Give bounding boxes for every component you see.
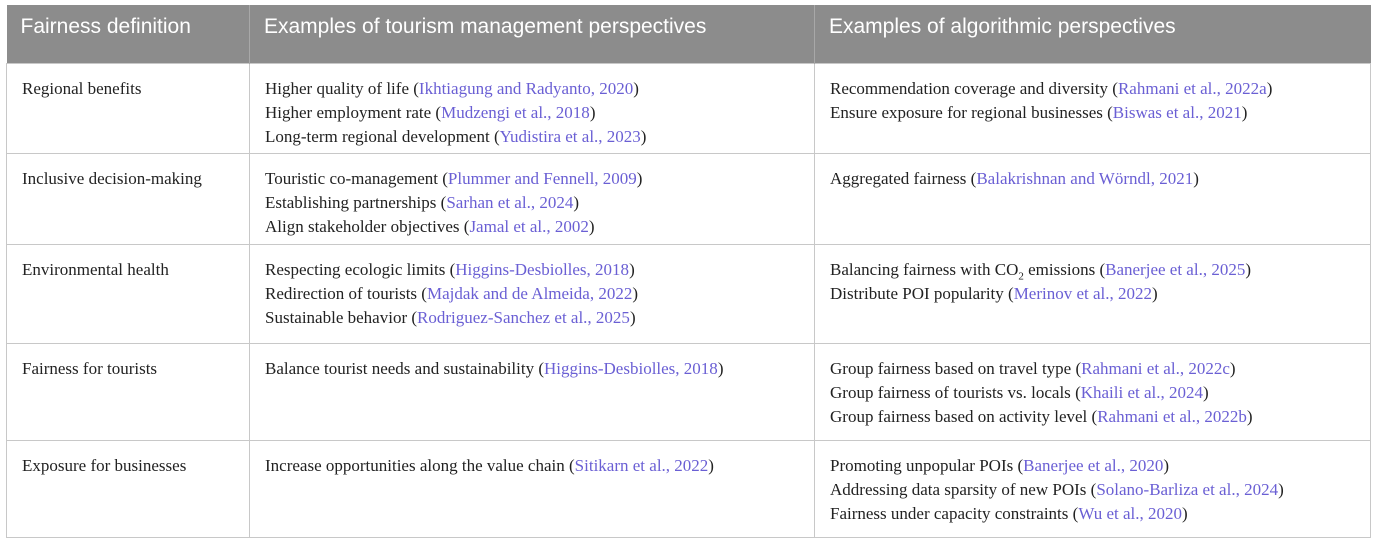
- example-text: Recommendation coverage and diversity: [830, 78, 1113, 98]
- table-row: [7, 63, 1371, 154]
- citation-close-paren: ): [1266, 78, 1273, 98]
- citation-close-paren: ): [1163, 455, 1170, 475]
- citation-link[interactable]: Sarhan et al., 2024: [446, 193, 574, 213]
- algorithmic-perspectives-cell: [815, 245, 1371, 343]
- example-item: [265, 77, 798, 101]
- citation-open-paren: (: [411, 308, 418, 328]
- example-text-continued: emissions: [1023, 260, 1100, 280]
- example-item: [265, 258, 798, 282]
- citation-open-paren: (: [421, 284, 427, 304]
- citation-open-paren: (: [435, 102, 442, 122]
- citation-link[interactable]: Banerjee et al., 2025: [1105, 260, 1246, 280]
- header-algorithmic-perspectives: Examples of algorithmic perspectives: [815, 5, 1371, 63]
- example-text: Higher quality of life: [265, 78, 414, 98]
- header-row: [7, 5, 1371, 63]
- example-text: Aggregated fairness: [830, 169, 971, 189]
- citation-link[interactable]: Rahmani et al., 2022b: [1097, 406, 1247, 426]
- citation-close-paren: ): [1245, 260, 1251, 280]
- citation-close-paren: ): [629, 308, 636, 328]
- header-tourism-perspectives: Examples of tourism management perspectives: [250, 5, 815, 63]
- citation-link[interactable]: Rahmani et al., 2022a: [1117, 78, 1267, 98]
- example-text: Addressing data sparsity of new POIs: [830, 479, 1091, 499]
- citation-close-paren: ): [640, 126, 647, 146]
- example-text: Establishing partnerships: [265, 193, 441, 213]
- table-row: [7, 245, 1371, 343]
- citation-open-paren: (: [1075, 382, 1081, 402]
- example-item: [830, 357, 1354, 381]
- citation-link[interactable]: Banerjee et al., 2020: [1023, 455, 1164, 475]
- example-item: [830, 282, 1354, 306]
- algorithmic-perspectives-cell: [815, 154, 1371, 245]
- example-item: [830, 478, 1354, 502]
- example-text: Ensure exposure for regional businesses: [830, 102, 1108, 122]
- table-row: [7, 154, 1371, 245]
- citation-close-paren: ): [1152, 284, 1158, 304]
- citation-open-paren: (: [442, 169, 448, 189]
- citation-open-paren: (: [1017, 455, 1024, 475]
- example-item: [830, 167, 1354, 191]
- example-text: Fairness under capacity constraints: [830, 503, 1073, 523]
- citation-close-paren: ): [1193, 169, 1199, 189]
- citation-close-paren: ): [632, 284, 638, 304]
- example-item: [830, 101, 1354, 125]
- example-item: [830, 381, 1354, 405]
- citation-close-paren: ): [1181, 503, 1188, 523]
- example-text: Balancing fairness with CO: [830, 260, 1019, 280]
- fairness-definition-cell: Fairness for tourists: [7, 343, 250, 440]
- example-item: [265, 454, 798, 478]
- tourism-perspectives-cell: [250, 154, 815, 245]
- citation-link[interactable]: Mudzengi et al., 2018: [441, 102, 590, 122]
- example-text: Balance tourist needs and sustainability: [265, 358, 539, 378]
- citation-open-paren: (: [440, 193, 447, 213]
- citation-close-paren: ): [573, 193, 579, 213]
- citation-link[interactable]: Balakrishnan and Wörndl, 2021: [976, 169, 1194, 189]
- table-row: [7, 440, 1371, 537]
- example-item: [265, 357, 798, 381]
- example-item: [830, 502, 1354, 526]
- citation-open-paren: (: [1075, 358, 1082, 378]
- example-subscript: 2: [1018, 270, 1024, 283]
- tourism-perspectives-cell: [250, 440, 815, 537]
- tourism-perspectives-cell: [250, 343, 815, 440]
- example-text: Sustainable behavior: [265, 308, 412, 328]
- example-text: Touristic co-management: [265, 169, 443, 189]
- example-text: Increase opportunities along the value chain: [265, 455, 569, 475]
- example-item: [830, 258, 1354, 282]
- algorithmic-perspectives-cell: [815, 63, 1371, 154]
- citation-close-paren: ): [1246, 406, 1253, 426]
- example-text: Group fairness based on activity level: [830, 406, 1092, 426]
- citation-close-paren: ): [708, 455, 714, 475]
- example-item: [265, 125, 798, 149]
- citation-close-paren: ): [717, 358, 724, 378]
- citation-link[interactable]: Sitikarn et al., 2022: [574, 455, 709, 475]
- tourism-perspectives-cell: [250, 245, 815, 343]
- example-text: Higher employment rate: [265, 102, 436, 122]
- example-item: [830, 77, 1354, 101]
- example-text: Redirection of tourists: [265, 284, 422, 304]
- citation-close-paren: ): [629, 260, 635, 280]
- table-row: [7, 343, 1371, 440]
- citation-close-paren: ): [1241, 102, 1248, 122]
- citation-open-paren: (: [413, 78, 419, 98]
- fairness-definition-cell: Regional benefits: [7, 63, 250, 154]
- citation-close-paren: ): [588, 217, 595, 237]
- citation-link[interactable]: Biswas et al., 2021: [1112, 102, 1242, 122]
- example-text: Group fairness based on travel type: [830, 358, 1076, 378]
- citation-link[interactable]: Ikhtiagung and Radyanto, 2020: [418, 78, 634, 98]
- example-text: Distribute POI popularity: [830, 284, 1009, 304]
- citation-link[interactable]: Khaili et al., 2024: [1080, 382, 1204, 402]
- citation-close-paren: ): [1203, 382, 1209, 402]
- example-item: [265, 306, 798, 330]
- citation-open-paren: (: [1091, 406, 1098, 426]
- example-item: [265, 282, 798, 306]
- fairness-definition-cell: Inclusive decision-making: [7, 154, 250, 245]
- algorithmic-perspectives-cell: [815, 343, 1371, 440]
- citation-open-paren: (: [569, 455, 575, 475]
- example-item: [830, 405, 1354, 429]
- example-item: [265, 215, 798, 239]
- example-text: Promoting unpopular POIs: [830, 455, 1018, 475]
- citation-open-paren: (: [1072, 503, 1079, 523]
- citation-open-paren: (: [970, 169, 977, 189]
- citation-open-paren: (: [1099, 260, 1106, 280]
- citation-open-paren: (: [1107, 102, 1113, 122]
- fairness-table: [6, 5, 1371, 538]
- example-text: Align stakeholder objectives: [265, 217, 464, 237]
- citation-link[interactable]: Rahmani et al., 2022c: [1081, 358, 1230, 378]
- table-body: [7, 63, 1371, 538]
- citation-open-paren: (: [1112, 78, 1118, 98]
- citation-link[interactable]: Majdak and de Almeida, 2022: [426, 284, 633, 304]
- citation-close-paren: ): [636, 169, 643, 189]
- citation-link[interactable]: Solano-Barliza et al., 2024: [1096, 479, 1279, 499]
- fairness-definition-cell: Environmental health: [7, 245, 250, 343]
- citation-open-paren: (: [463, 217, 470, 237]
- citation-link[interactable]: Higgins-Desbiolles, 2018: [455, 260, 630, 280]
- citation-close-paren: ): [1278, 479, 1284, 499]
- citation-open-paren: (: [449, 260, 456, 280]
- citation-link[interactable]: Yudistira et al., 2023: [499, 126, 641, 146]
- citation-close-paren: ): [1229, 358, 1236, 378]
- example-text: Long-term regional development: [265, 126, 494, 146]
- example-item: [830, 454, 1354, 478]
- example-item: [265, 191, 798, 215]
- header-fairness-definition: Fairness definition: [7, 5, 250, 63]
- example-text: Group fairness of tourists vs. locals: [830, 382, 1076, 402]
- citation-link[interactable]: Rodriguez-Sanchez et al., 2025: [417, 308, 630, 328]
- citation-open-paren: (: [538, 358, 545, 378]
- citation-link[interactable]: Plummer and Fennell, 2009: [447, 169, 637, 189]
- citation-link[interactable]: Higgins-Desbiolles, 2018: [544, 358, 718, 378]
- citation-link[interactable]: Wu et al., 2020: [1078, 503, 1182, 523]
- example-item: [265, 101, 798, 125]
- citation-link[interactable]: Jamal et al., 2002: [469, 217, 589, 237]
- citation-open-paren: (: [1008, 284, 1014, 304]
- algorithmic-perspectives-cell: [815, 440, 1371, 537]
- citation-open-paren: (: [493, 126, 500, 146]
- citation-link[interactable]: Merinov et al., 2022: [1013, 284, 1153, 304]
- citation-open-paren: (: [1090, 479, 1097, 499]
- example-text: Respecting ecologic limits: [265, 260, 450, 280]
- tourism-perspectives-cell: [250, 63, 815, 154]
- example-item: [265, 167, 798, 191]
- citation-close-paren: ): [589, 102, 596, 122]
- citation-close-paren: ): [633, 78, 639, 98]
- fairness-definition-cell: Exposure for businesses: [7, 440, 250, 537]
